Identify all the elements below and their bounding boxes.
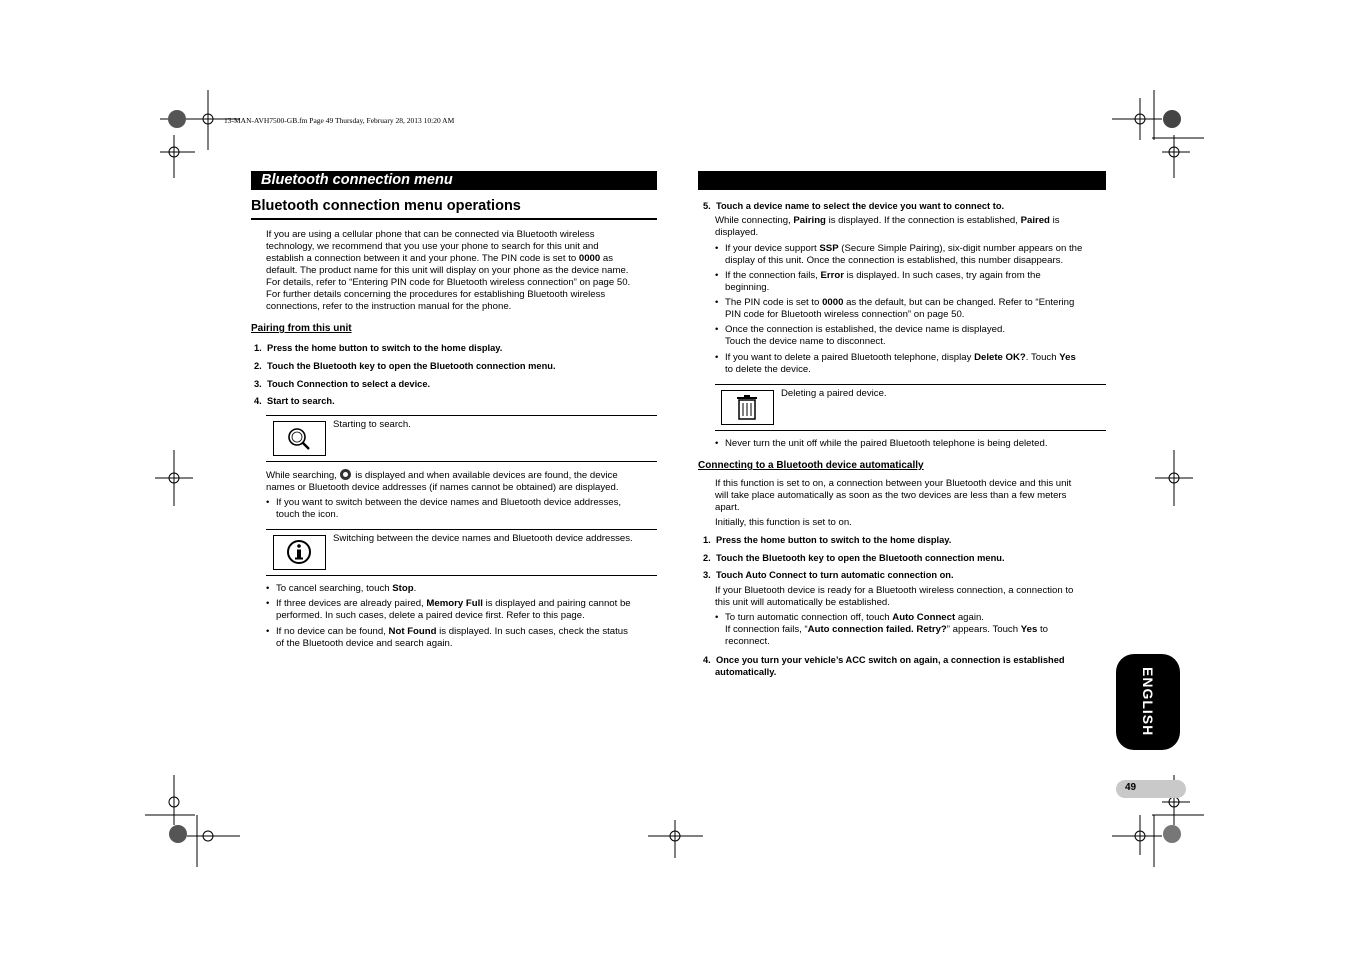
ready-paragraph: If your Bluetooth device is ready for a Bluetooth wireless connection, a connection to this unit will automatically be established.: [715, 585, 1074, 608]
language-tab: [1116, 654, 1180, 750]
auto-connect-subtitle: Connecting to a Bluetooth device automatically: [698, 460, 924, 471]
pairing-subtitle: Pairing from this unit: [251, 323, 352, 334]
right-step-4: 4. Once you turn your vehicle’s ACC switch on again, a connection is established automatically.: [703, 655, 1065, 677]
right-section-bar: [698, 171, 1106, 190]
page-number: 49: [1125, 782, 1137, 793]
crop-mark-top-left: [160, 90, 240, 180]
crop-mark-mid-right: [1155, 450, 1195, 506]
right-step-5: 5. Touch a device name to select the device you want to connect to.: [703, 201, 1005, 211]
not-found-bullet: • If no device can be found, Not Found is displayed. In such cases, check the status of the Bluetooth device and search again.: [266, 626, 658, 650]
connecting-paragraph: While connecting, Pairing is displayed. If the connection is established, Paired is displayed.: [715, 215, 1060, 238]
crop-mark-bottom-center: [648, 820, 703, 860]
right-step-1: 1. Press the home button to switch to the home display.: [703, 535, 952, 545]
search-icon-description: Starting to search.: [333, 419, 411, 430]
turn-off-bullet: • To turn automatic connection off, touch Auto Connect again. If connection fails, “Auto connection failed. Retry?” appears. Touch Yes to reconnect.: [715, 612, 1109, 648]
language-tab-label: ENGLISH: [1140, 667, 1156, 737]
trash-icon-box: [721, 390, 774, 425]
section-title-bar: [251, 171, 657, 190]
info-icon-description: Switching between the device names and Bluetooth device addresses.: [333, 533, 633, 544]
crop-mark-mid-left: [155, 450, 195, 506]
heading-rule: [251, 218, 657, 220]
magnifier-icon: [274, 422, 325, 455]
left-step-2: 2. Touch the Bluetooth key to open the Bluetooth connection menu.: [254, 361, 556, 371]
cancel-bullet: • To cancel searching, touch Stop.: [266, 583, 658, 595]
section-title: Bluetooth connection menu: [261, 172, 453, 188]
crop-mark-bottom-left: [145, 775, 240, 870]
ssp-bullet: • If your device support SSP (Secure Simple Pairing), six-digit number appears on the display of this unit. Once the connection is established, this number disappears.: [715, 243, 1109, 267]
searching-spinner-icon: [340, 469, 351, 480]
initially-text: Initially, this function is set to on.: [715, 517, 852, 528]
auto-paragraph: If this function is set to on, a connection between your Bluetooth device and this unit will take place automatically as soon as the two devices are less than a few meters apart.: [715, 478, 1072, 513]
right-step-3: 3. Touch Auto Connect to turn automatic connection on.: [703, 570, 954, 580]
search-icon-box: [273, 421, 326, 456]
trash-icon-description: Deleting a paired device.: [781, 388, 887, 399]
switch-bullet: • If you want to switch between the device names and Bluetooth device addresses, touch the icon.: [266, 497, 658, 521]
info-icon-box: [273, 535, 326, 570]
crop-mark-top-right: [1112, 90, 1207, 180]
file-info: 13-MAN-AVH7500-GB.fm Page 49 Thursday, February 28, 2013 10:20 AM: [224, 116, 455, 125]
page-heading: Bluetooth connection menu operations: [251, 198, 521, 214]
left-step-3: 3. Touch Connection to select a device.: [254, 379, 431, 389]
trash-icon: [722, 391, 773, 424]
memory-full-bullet: • If three devices are already paired, Memory Full is displayed and pairing cannot be performed. In such cases, delete a paired device first. Refer to this page.: [266, 598, 658, 622]
page-number-badge: [1116, 780, 1186, 798]
delete-bullet: • If you want to delete a paired Bluetooth telephone, display Delete OK?. Touch Yes to delete the device.: [715, 352, 1109, 376]
intro-paragraph: If you are using a cellular phone that can be connected via Bluetooth wireless technology, we recommend that you use your phone to search for this unit and establish a connection between it and your phone. The PIN code is set to 0000 as default. The product name for this unit will display on your phone as the device name. For details, refer to “Entering PIN code for Bluetooth wireless connection” on page 50. For further details concerning the procedures for establishing Bluetooth wireless connections, refer to the instruction manual for the phone.: [266, 229, 631, 312]
error-bullet: • If the connection fails, Error is displayed. In such cases, try again from the beginning.: [715, 270, 1109, 294]
info-icon: [274, 536, 325, 569]
never-turn-off-bullet: • Never turn the unit off while the paired Bluetooth telephone is being deleted.: [715, 438, 1109, 450]
left-step-4: 4. Start to search.: [254, 396, 335, 406]
right-step-2: 2. Touch the Bluetooth key to open the Bluetooth connection menu.: [703, 553, 1005, 563]
left-step-1: 1. Press the home button to switch to the home display.: [254, 343, 503, 353]
device-name-bullet: • Once the connection is established, the device name is displayed. Touch the device name to disconnect.: [715, 324, 1109, 348]
searching-paragraph: While searching, is displayed and when available devices are found, the device names or Bluetooth device addresses (if names cannot be obtained) are displayed.: [266, 470, 619, 493]
pin-bullet: • The PIN code is set to 0000 as the default, but can be changed. Refer to “Entering PIN code for Bluetooth wireless connection” on page 50.: [715, 297, 1109, 321]
